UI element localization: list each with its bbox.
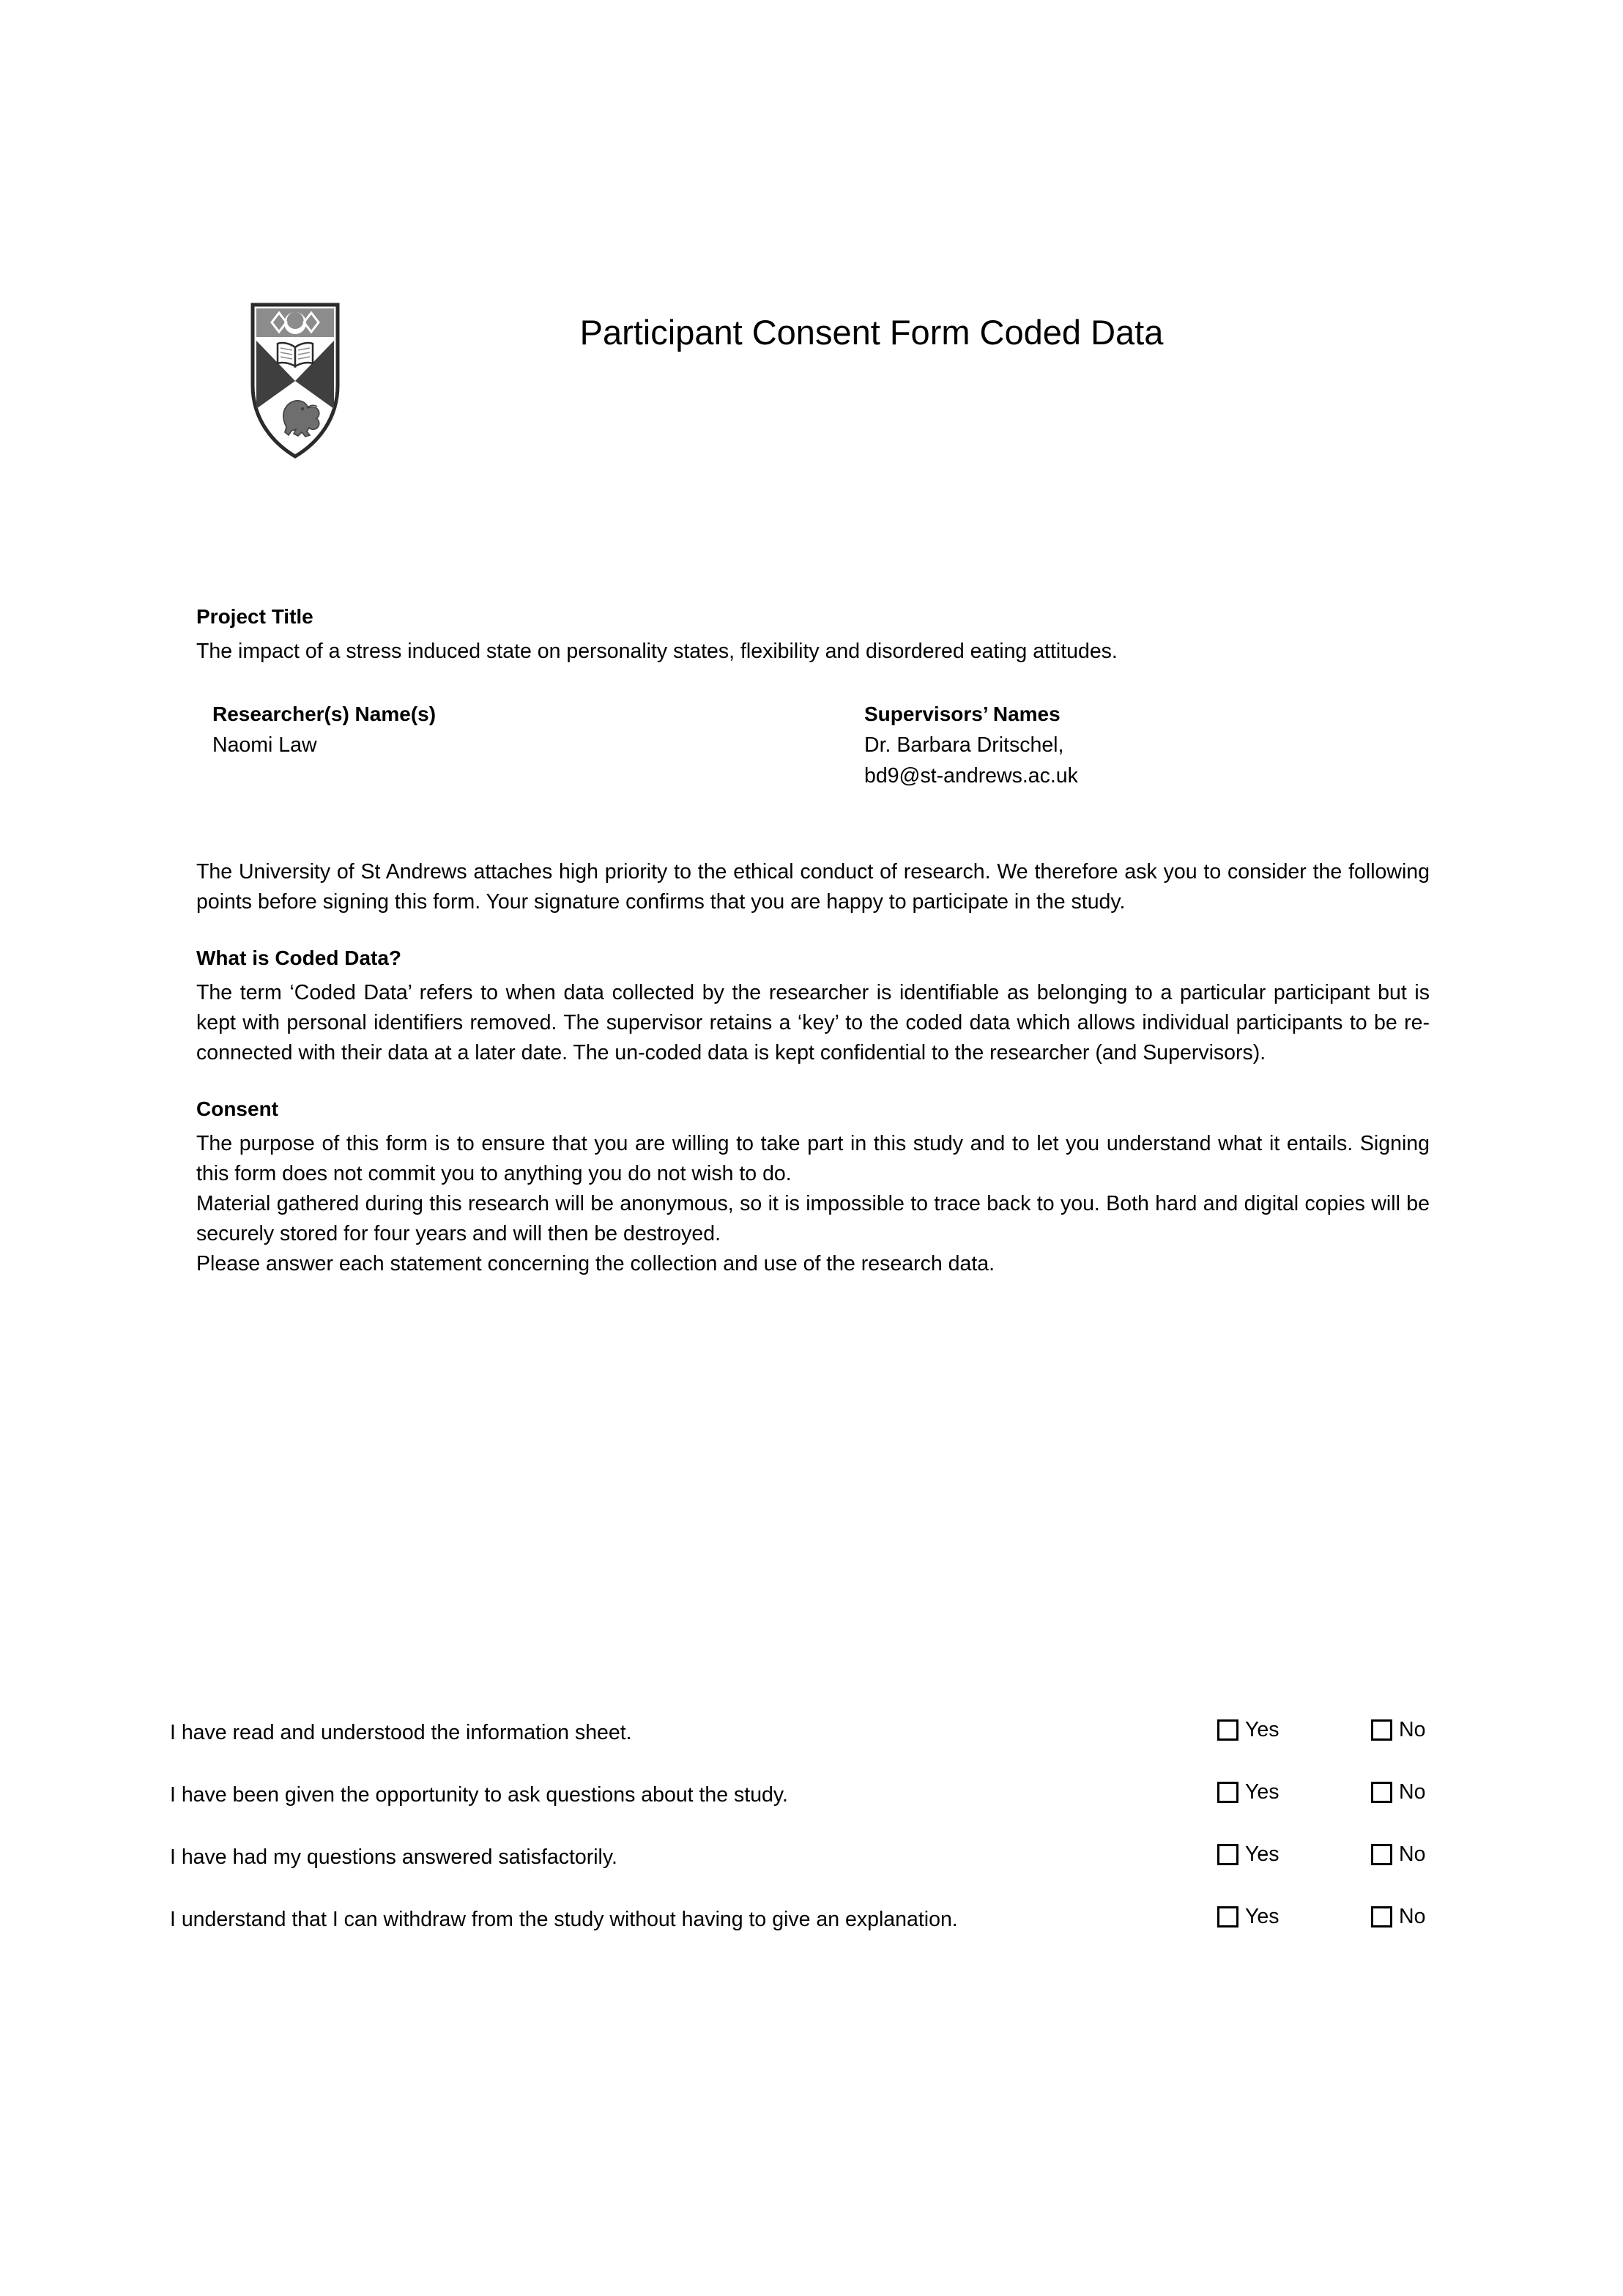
no-label: No bbox=[1399, 1905, 1426, 1928]
statement-4-yes-option[interactable] bbox=[1217, 1906, 1280, 1927]
checkbox-no[interactable] bbox=[1371, 1906, 1392, 1927]
supervisor-column bbox=[864, 699, 1078, 791]
consent-heading: Consent bbox=[196, 1097, 278, 1120]
document-body bbox=[196, 607, 1430, 1279]
statement-text: I have had my questions answered satisfactorily. bbox=[170, 1845, 617, 1869]
project-title-text: The impact of a stress induced state on personality states, flexibility and disordered eating attitudes. bbox=[196, 640, 1118, 663]
researcher-column bbox=[212, 699, 436, 760]
yes-label: Yes bbox=[1245, 1905, 1280, 1928]
researcher-heading: Researcher(s) Name(s) bbox=[212, 703, 437, 725]
checkbox-yes[interactable] bbox=[1217, 1844, 1238, 1865]
statement-1-no-option[interactable] bbox=[1371, 1719, 1425, 1741]
checkbox-no[interactable] bbox=[1371, 1719, 1392, 1741]
consent-paragraph-3: Please answer each statement concerning the collection and use of the research data. bbox=[196, 1252, 995, 1275]
statement-options bbox=[1217, 1844, 1481, 1873]
project-title-heading: Project Title bbox=[196, 605, 313, 628]
consent-paragraph-2: Material gathered during this research will be anonymous, so it is impossible to trace back to you. Both hard and digital copies will be securely stored for four years and will then be destroyed. bbox=[196, 1192, 1430, 1245]
statement-row bbox=[170, 1780, 1481, 1818]
coded-data-paragraph: The term ‘Coded Data’ refers to when data collected by the researcher is identifiable as belonging to a particular participant but is kept with personal identifiers removed. The supervisor retains a ‘key’ to the coded data which allows individual participants to be re-connected with their data at a later date. The un-coded data is kept confidential to the researcher (and Supervisors). bbox=[196, 981, 1430, 1064]
statement-3-yes-option[interactable] bbox=[1217, 1844, 1280, 1865]
statement-row bbox=[170, 1718, 1481, 1756]
university-crest-logo bbox=[244, 299, 361, 489]
researcher-name: Naomi Law bbox=[212, 733, 317, 757]
statement-3-no-option[interactable] bbox=[1371, 1844, 1425, 1865]
st-andrews-crest-icon bbox=[244, 299, 361, 489]
statements-section bbox=[170, 1718, 1481, 1967]
checkbox-no[interactable] bbox=[1371, 1782, 1392, 1803]
checkbox-yes[interactable] bbox=[1217, 1719, 1238, 1741]
yes-label: Yes bbox=[1245, 1780, 1280, 1804]
supervisor-heading: Supervisors’ Names bbox=[864, 703, 1061, 725]
supervisor-email: bd9@st-andrews.ac.uk bbox=[864, 764, 1078, 788]
statement-1-yes-option[interactable] bbox=[1217, 1719, 1280, 1741]
consent-paragraph-1: The purpose of this form is to ensure that you are willing to take part in this study and to let you understand what it entails. Signing this form does not commit you to anything you do not wish to do. bbox=[196, 1132, 1430, 1185]
supervisor-name: Dr. Barbara Dritschel, bbox=[864, 733, 1064, 757]
ethical-conduct-paragraph: The University of St Andrews attaches high priority to the ethical conduct of research. We therefore ask you to consider the following points before signing this form. Your signature confirms that you are happy to participate in the study. bbox=[196, 860, 1430, 914]
statement-text: I understand that I can withdraw from the study without having to give an explanation. bbox=[170, 1908, 958, 1931]
no-label: No bbox=[1399, 1780, 1426, 1804]
no-label: No bbox=[1399, 1718, 1426, 1741]
statement-2-yes-option[interactable] bbox=[1217, 1782, 1280, 1803]
yes-label: Yes bbox=[1245, 1718, 1280, 1741]
coded-data-heading: What is Coded Data? bbox=[196, 947, 402, 969]
statement-row bbox=[170, 1843, 1481, 1881]
statement-2-no-option[interactable] bbox=[1371, 1782, 1425, 1803]
statement-row bbox=[170, 1905, 1481, 1943]
names-section bbox=[196, 699, 1430, 816]
checkbox-no[interactable] bbox=[1371, 1844, 1392, 1865]
statement-text: I have read and understood the information sheet. bbox=[170, 1721, 632, 1744]
page-title: Participant Consent Form Coded Data bbox=[579, 313, 1164, 352]
checkbox-yes[interactable] bbox=[1217, 1782, 1238, 1803]
no-label: No bbox=[1399, 1843, 1426, 1866]
statement-options bbox=[1217, 1782, 1481, 1811]
document-header bbox=[0, 293, 1623, 498]
yes-label: Yes bbox=[1245, 1843, 1280, 1866]
statement-4-no-option[interactable] bbox=[1371, 1906, 1425, 1927]
statement-text: I have been given the opportunity to ask questions about the study. bbox=[170, 1783, 788, 1807]
statement-options bbox=[1217, 1719, 1481, 1749]
statement-options bbox=[1217, 1906, 1481, 1936]
checkbox-yes[interactable] bbox=[1217, 1906, 1238, 1927]
